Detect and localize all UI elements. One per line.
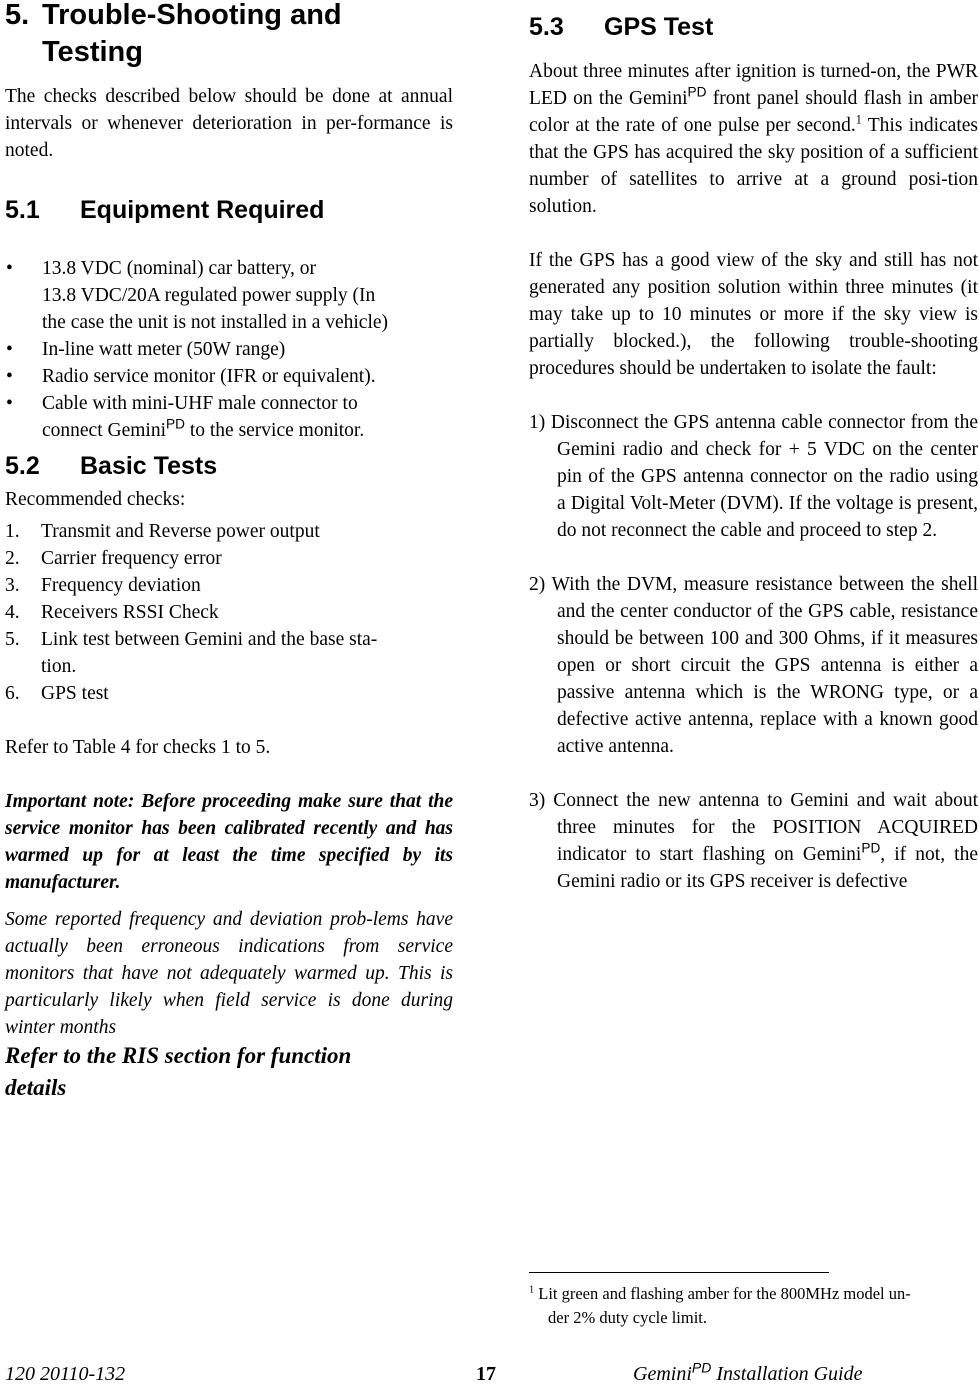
footer-guide-title: Gemini$^{PD}$ Installation Guide bbox=[633, 1359, 863, 1385]
list-item: 3. Frequency deviation bbox=[5, 575, 201, 596]
section-5-2-heading bbox=[5, 451, 453, 481]
section-number: 5.2 bbox=[5, 452, 40, 480]
chapter-number: 5. bbox=[5, 0, 30, 31]
footnote: $^1$ Lit green and flashing amber for the 800MHz model un- der 2% duty cycle limit. bbox=[529, 1284, 911, 1327]
list-item: • Radio service monitor (IFR or equivalent). bbox=[5, 363, 453, 390]
section-number: 5.3 bbox=[529, 13, 564, 41]
important-note: Important note: Before proceeding make sure that the service monitor has been calibrated recently and has warmed up for at least the time specified by its manufacturer. bbox=[5, 791, 453, 893]
section-title: GPS Test bbox=[604, 13, 714, 41]
troubleshooting-steps bbox=[529, 409, 978, 895]
list-item: • In-line watt meter (50W range) bbox=[5, 336, 453, 363]
checks-list bbox=[5, 518, 453, 707]
refer-table-paragraph: Refer to Table 4 for checks 1 to 5. bbox=[5, 737, 271, 758]
list-item: 1. Transmit and Reverse power output bbox=[5, 521, 320, 542]
list-item: 6. GPS test bbox=[5, 683, 109, 704]
section-number: 5.1 bbox=[5, 196, 40, 224]
list-item: 5. Link test between Gemini and the base sta- tion. bbox=[5, 629, 378, 677]
step-2: 2) With the DVM, measure resistance between the shell and the center conductor of the GPS cable, resistance should be between 100 and 300 Ohms, if it measures open or short circuit the GPS antenna is either a passive antenna which is the WRONG type, or a defective active antenna, replace with a known good active antenna. bbox=[529, 574, 978, 757]
right-column bbox=[529, 0, 978, 895]
recommended-label: Recommended checks: bbox=[5, 489, 186, 510]
warmup-paragraph: Some reported frequency and deviation prob-lems have actually been erroneous indications from service monitors that have not adequately warmed up. This is particularly likely when field service is done during winter months bbox=[5, 909, 453, 1038]
list-item: 2. Carrier frequency error bbox=[5, 548, 222, 569]
footer-doc-number: 120 20110-132 bbox=[5, 1363, 126, 1385]
gps-intro-paragraph: About three minutes after ignition is turned-on, the PWR LED on the Gemini$^{PD}$ front panel should flash in amber color at the rate of one pulse per second.$^1$ This indicates that the GPS has acquired the sky position of a sufficient number of satellites to arrive at a ground posi-tion solution. bbox=[529, 61, 978, 217]
footnote-rule bbox=[529, 1272, 829, 1273]
bullet: • bbox=[6, 393, 13, 414]
list-item: • 13.8 VDC (nominal) car battery, or 13.8 VDC/20A regulated power supply (In the case the unit is not installed in a vehicle) bbox=[5, 255, 453, 336]
list-item: 4. Receivers RSSI Check bbox=[5, 602, 219, 623]
step-3: 3) Connect the new antenna to Gemini and wait about three minutes for the POSITION ACQUIRED indicator to start flashing on Gemini$^{PD}$, if not, the Gemini radio or its GPS receiver is defective bbox=[529, 790, 978, 892]
bullet: • bbox=[6, 366, 13, 387]
step-1: 1) Disconnect the GPS antenna cable connector from the Gemini radio and check for + 5 VDC on the center pin of the GPS antenna connector on the radio using a Digital Volt-Meter (DVM). If the voltage is present, do not reconnect the cable and proceed to step 2. bbox=[529, 412, 978, 541]
left-column bbox=[5, 0, 453, 1104]
footer-page-number: 17 bbox=[476, 1363, 496, 1385]
section-title: Equipment Required bbox=[80, 196, 325, 224]
bullet: • bbox=[6, 258, 13, 279]
equipment-list bbox=[5, 255, 453, 444]
gps-fault-paragraph: If the GPS has a good view of the sky and still has not generated any position solution within three minutes (it may take up to 10 minutes or more if the sky view is partially blocked.), the following trouble-shooting procedures should be undertaken to isolate the fault: bbox=[529, 250, 978, 379]
list-item: • Cable with mini-UHF male connector to connect Gemini$^{PD}$ to the service monitor. bbox=[5, 390, 453, 444]
intro-paragraph: The checks described below should be done at annual intervals or whenever deterioration in per-formance is noted. bbox=[5, 86, 453, 161]
chapter-heading bbox=[5, 0, 453, 71]
chapter-title-line1: Trouble-Shooting and bbox=[42, 0, 342, 31]
section-title: Basic Tests bbox=[80, 452, 218, 480]
footnote-mark: 1 bbox=[529, 1284, 535, 1296]
ris-reference: Refer to the RIS section for function details bbox=[5, 1043, 352, 1100]
bullet: • bbox=[6, 339, 13, 360]
chapter-title-line2: Testing bbox=[42, 36, 143, 68]
section-5-3-heading bbox=[529, 12, 978, 42]
section-5-1-heading bbox=[5, 195, 453, 225]
footnote-reference: 1 bbox=[855, 112, 862, 127]
